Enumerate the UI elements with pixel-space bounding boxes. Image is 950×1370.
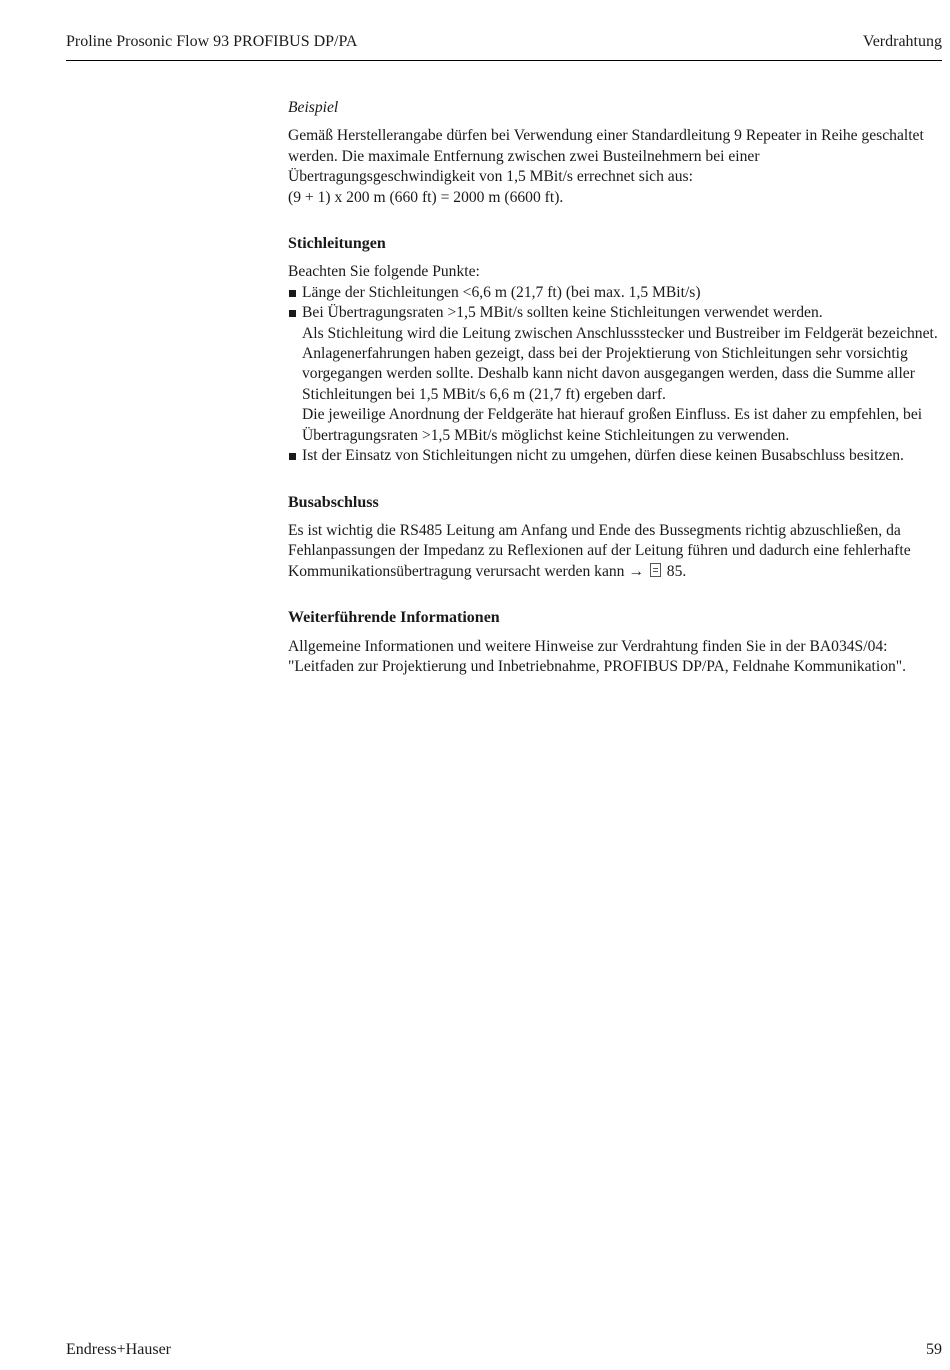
square-bullet-icon [289, 453, 296, 460]
weiterfuehrende-text: Allgemeine Informationen und weitere Hinweise zur Verdrahtung finden Sie in der BA034S/04: [288, 637, 888, 655]
header-product-title: Proline Prosonic Flow 93 PROFIBUS DP/PA [66, 33, 358, 50]
footer-page-number: 59 [926, 1341, 942, 1358]
list-item [288, 283, 946, 303]
header-section-title: Verdrahtung [862, 33, 942, 50]
busabschluss-text [288, 521, 946, 582]
bullet-text: Länge der Stichleitungen <6,6 m (21,7 ft) (bei max. 1,5 MBit/s) [302, 283, 701, 301]
example-formula: (9 + 1) x 200 m (660 ft) = 2000 m (6600 ft). [288, 188, 564, 206]
stichleitungen-bullet-list [288, 283, 946, 467]
page-reference-icon [650, 563, 661, 577]
busabschluss-body: Es ist wichtig die RS485 Leitung am Anfang und Ende des Bussegments richtig abzuschließen, da Fehlanpassungen der Impedanz zu Reflexionen auf der Leitung führen und dadurch eine fehlerhafte Kommunikationsübertragung verursacht werden kann [288, 521, 911, 580]
heading-weiterfuehrende-informationen: Weiterführende Informationen [288, 609, 500, 627]
bullet-detail-paragraph: Die jeweilige Anordnung der Feldgeräte hat hierauf großen Einfluss. Es ist daher zu empfehlen, bei Übertragungsraten >1,5 MBit/s möglichst keine Stichleitungen zu verwenden. [302, 406, 923, 444]
arrow-right-icon: → [628, 562, 644, 580]
footer-company: Endress+Hauser [66, 1341, 171, 1358]
page-header [66, 32, 942, 61]
page-reference-number: 85. [666, 562, 687, 580]
heading-busabschluss: Busabschluss [288, 493, 379, 511]
square-bullet-icon [289, 310, 296, 317]
bullet-detail-paragraph: Als Stichleitung wird die Leitung zwischen Anschlussstecker und Bustreiber im Feldgerät bezeichnet. Anlagenerfahrungen haben gezeigt, dass bei der Projektierung von Stichleitungen sehr vorsichtig vorgegangen werden sollte. Deshalb kann nicht davon ausgegangen werden, dass die Summe aller Stichleitungen bei 1,5 MBit/s 6,6 m (21,7 ft) ergeben darf. [302, 324, 938, 403]
bullet-text: Bei Übertragungsraten >1,5 MBit/s sollten keine Stichleitungen verwendet werden. [302, 304, 823, 322]
bullet-text: Ist der Einsatz von Stichleitungen nicht zu umgehen, dürfen diese keinen Busabschluss besitzen. [302, 447, 904, 465]
main-content [288, 98, 946, 677]
heading-stichleitungen: Stichleitungen [288, 235, 386, 253]
list-item [288, 303, 946, 446]
stichleitungen-intro: Beachten Sie folgende Punkte: [288, 263, 480, 281]
example-label: Beispiel [288, 99, 339, 116]
weiterfuehrende-quote: "Leitfaden zur Projektierung und Inbetriebnahme, PROFIBUS DP/PA, Feldnahe Kommunikation". [288, 657, 907, 675]
square-bullet-icon [289, 290, 296, 297]
example-text: Gemäß Herstellerangabe dürfen bei Verwendung einer Standardleitung 9 Repeater in Reihe geschaltet werden. Die maximale Entfernung zwischen zwei Busteilnehmern bei einer Übertragungsgeschwindigkeit von 1,5 MBit/s errechnet sich aus: [288, 127, 924, 186]
list-item [288, 446, 946, 466]
